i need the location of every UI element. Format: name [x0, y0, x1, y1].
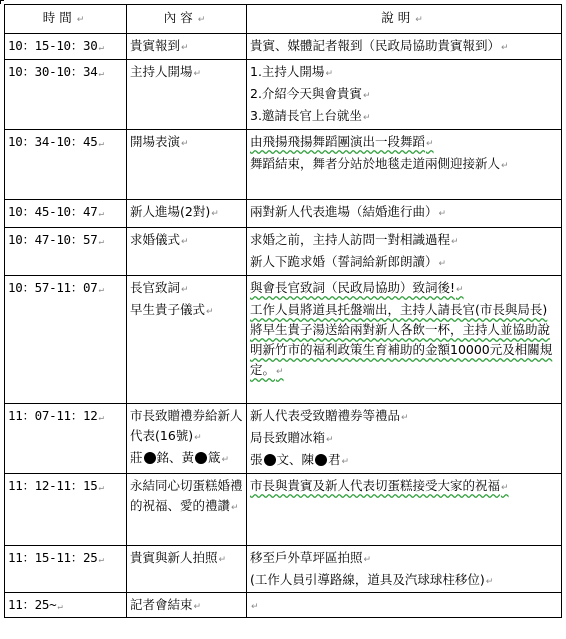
paragraph-mark: ↵ — [501, 161, 509, 171]
description-line: 貴賓、媒體記者報到（民政局協助貴賓報到）↵ — [250, 38, 509, 53]
time-cell: 11：12-11：15↵ — [5, 474, 127, 546]
content-line: 開場表演↵ — [130, 134, 189, 149]
content-line: 求婚儀式↵ — [130, 232, 189, 247]
content-line: 記者會結束↵ — [130, 597, 202, 612]
paragraph-mark: ↵ — [251, 602, 259, 612]
paragraph-mark: ↵ — [193, 602, 202, 612]
content-line: 貴賓報到↵ — [130, 38, 189, 53]
paragraph-mark: ↵ — [456, 285, 464, 295]
description-line: (工作人員引導路線，道具及汽球球柱移位)↵ — [250, 572, 494, 587]
time-text: 10：45-10：47 — [8, 204, 98, 219]
schedule-row — [5, 200, 562, 228]
paragraph-mark: ↵ — [362, 113, 371, 123]
description-line: 局長致贈冰箱↵ — [250, 430, 334, 445]
header-content: 內容↵ — [127, 5, 247, 34]
paragraph-mark: ↵ — [211, 209, 219, 219]
redaction-mark — [195, 452, 207, 464]
schedule-row — [5, 228, 562, 276]
time-text: 10：47-10：57 — [8, 232, 98, 247]
paragraph-mark: ↵ — [206, 307, 214, 317]
description-cell — [247, 228, 562, 276]
time-cell: 10：57-11：07↵ — [5, 276, 127, 404]
time-cell: 10：15-10：30↵ — [5, 34, 127, 60]
time-cell: 11：07-11：12↵ — [5, 404, 127, 474]
description-line: 2.介紹今天與會貴賓↵ — [250, 86, 371, 101]
paragraph-mark: ↵ — [181, 285, 189, 295]
description-line: 新人代表受致贈禮券等禮品↵ — [250, 408, 409, 423]
description-cell — [247, 404, 562, 474]
paragraph-mark: ↵ — [194, 433, 202, 443]
content-cell — [127, 130, 247, 200]
time-text: 11：12-11：15 — [8, 478, 98, 493]
content-line: 長官致詞↵ — [130, 280, 189, 295]
content-cell — [127, 474, 247, 546]
content-line: 市長致贈禮券給新人代表(16號)↵ — [130, 408, 243, 443]
description-line: 求婚之前，主持人訪問一對相識過程↵ — [250, 232, 459, 247]
time-cell: 10：34-10：45↵ — [5, 130, 127, 200]
paragraph-mark: ↵ — [362, 91, 371, 101]
schedule-row — [5, 130, 562, 200]
time-text: 11：15-11：25 — [8, 550, 98, 565]
description-cell — [247, 34, 562, 60]
paragraph-mark: ↵ — [401, 413, 409, 423]
paragraph-mark: ↵ — [426, 139, 434, 149]
content-cell — [127, 60, 247, 130]
description-cell — [247, 474, 562, 546]
content-cell — [127, 200, 247, 228]
paragraph-mark: ↵ — [193, 69, 202, 79]
paragraph-mark: ↵ — [485, 577, 494, 587]
paragraph-mark: ↵ — [218, 555, 227, 565]
paragraph-mark: ↵ — [276, 367, 284, 377]
description-line: 與會長官致詞（民政局協助）致詞後!↵ — [250, 280, 464, 295]
content-cell — [127, 546, 247, 593]
schedule-row — [5, 546, 562, 593]
description-cell — [247, 276, 562, 404]
content-cell — [127, 593, 247, 618]
description-line: 張 文、陳 君↵ — [250, 452, 350, 467]
schedule-row — [5, 593, 562, 618]
paragraph-mark: ↵ — [221, 455, 230, 465]
description-line: 新人下跪求婚（誓詞給新郎朗讀）↵ — [250, 254, 447, 269]
time-cell: 11：25~↵ — [5, 593, 127, 618]
description-cell — [247, 60, 562, 130]
paragraph-mark: ↵ — [341, 457, 350, 467]
paragraph-mark: ↵ — [501, 43, 509, 53]
schedule-row — [5, 60, 562, 130]
time-text: 10：15-10：30 — [8, 38, 98, 53]
paragraph-mark: ↵ — [451, 237, 459, 247]
schedule-row — [5, 276, 562, 404]
description-cell — [247, 200, 562, 228]
description-line: 1.主持人開場↵ — [250, 64, 333, 79]
description-line: 移至戶外草坪區拍照↵ — [250, 550, 372, 565]
paragraph-mark: ↵ — [181, 139, 189, 149]
content-line: 主持人開場↵ — [130, 64, 202, 79]
redaction-mark — [315, 454, 327, 466]
schedule-row — [5, 404, 562, 474]
header-time: 時間↵ — [5, 5, 127, 34]
content-cell — [127, 34, 247, 60]
content-line: 永結同心切蛋糕婚禮的祝福、愛的禮讚↵ — [130, 478, 243, 513]
paragraph-mark: ↵ — [363, 555, 372, 565]
time-cell: 10：47-10：57↵ — [5, 228, 127, 276]
description-line: 兩對新人代表進場（結婚進行曲）↵ — [250, 204, 447, 219]
paragraph-mark: ↵ — [438, 209, 447, 219]
time-text: 10：57-11：07 — [8, 280, 98, 295]
time-text: 10：34-10：45 — [8, 134, 98, 149]
description-line: 工作人員將道具托盤端出，主持人請長官(市長與局長)將早生貴子湯送給兩對新人各飲一杯，主持人並協助說明新竹市的福利政策生育補助的金額10000元及相關規定。↵ — [250, 302, 553, 377]
description-line: 3.邀請長官上台就坐↵ — [250, 108, 371, 123]
description-cell — [247, 130, 562, 200]
schedule-row — [5, 34, 562, 60]
description-cell — [247, 593, 562, 618]
content-line: 貴賓與新人拍照↵ — [130, 550, 227, 565]
schedule-row — [5, 474, 562, 546]
content-cell — [127, 276, 247, 404]
paragraph-mark: ↵ — [501, 483, 509, 493]
content-line: 莊 銘、黃 箴↵ — [130, 450, 230, 465]
description-line: 由飛揚飛揚舞蹈團演出一段舞蹈↵ — [250, 134, 434, 149]
paragraph-mark: ↵ — [231, 503, 239, 513]
time-cell: 10：45-10：47↵ — [5, 200, 127, 228]
paragraph-mark: ↵ — [325, 69, 333, 79]
paragraph-mark: ↵ — [181, 237, 189, 247]
redaction-mark — [264, 454, 276, 466]
header-description: 說明↵ — [247, 5, 562, 34]
content-cell — [127, 404, 247, 474]
content-cell — [127, 228, 247, 276]
description-line: 市長與貴賓及新人代表切蛋糕接受大家的祝福↵ — [250, 478, 509, 493]
time-text: 11：25~ — [8, 597, 57, 612]
description-line — [250, 595, 558, 617]
content-line: 早生貴子儀式↵ — [130, 302, 214, 317]
paragraph-mark: ↵ — [438, 259, 447, 269]
schedule-table — [4, 4, 562, 618]
time-cell: 10：30-10：34↵ — [5, 60, 127, 130]
paragraph-mark: ↵ — [326, 435, 334, 445]
description-cell — [247, 546, 562, 593]
time-text: 10：30-10：34 — [8, 64, 98, 79]
header-row — [5, 5, 562, 34]
time-text: 11：07-11：12 — [8, 408, 98, 423]
paragraph-mark: ↵ — [181, 43, 189, 53]
redaction-mark — [144, 452, 156, 464]
content-line: 新人進場(2對)↵ — [130, 204, 219, 219]
description-line: 舞蹈結束，舞者分站於地毯走道兩側迎接新人↵ — [250, 156, 509, 171]
time-cell: 11：15-11：25↵ — [5, 546, 127, 593]
